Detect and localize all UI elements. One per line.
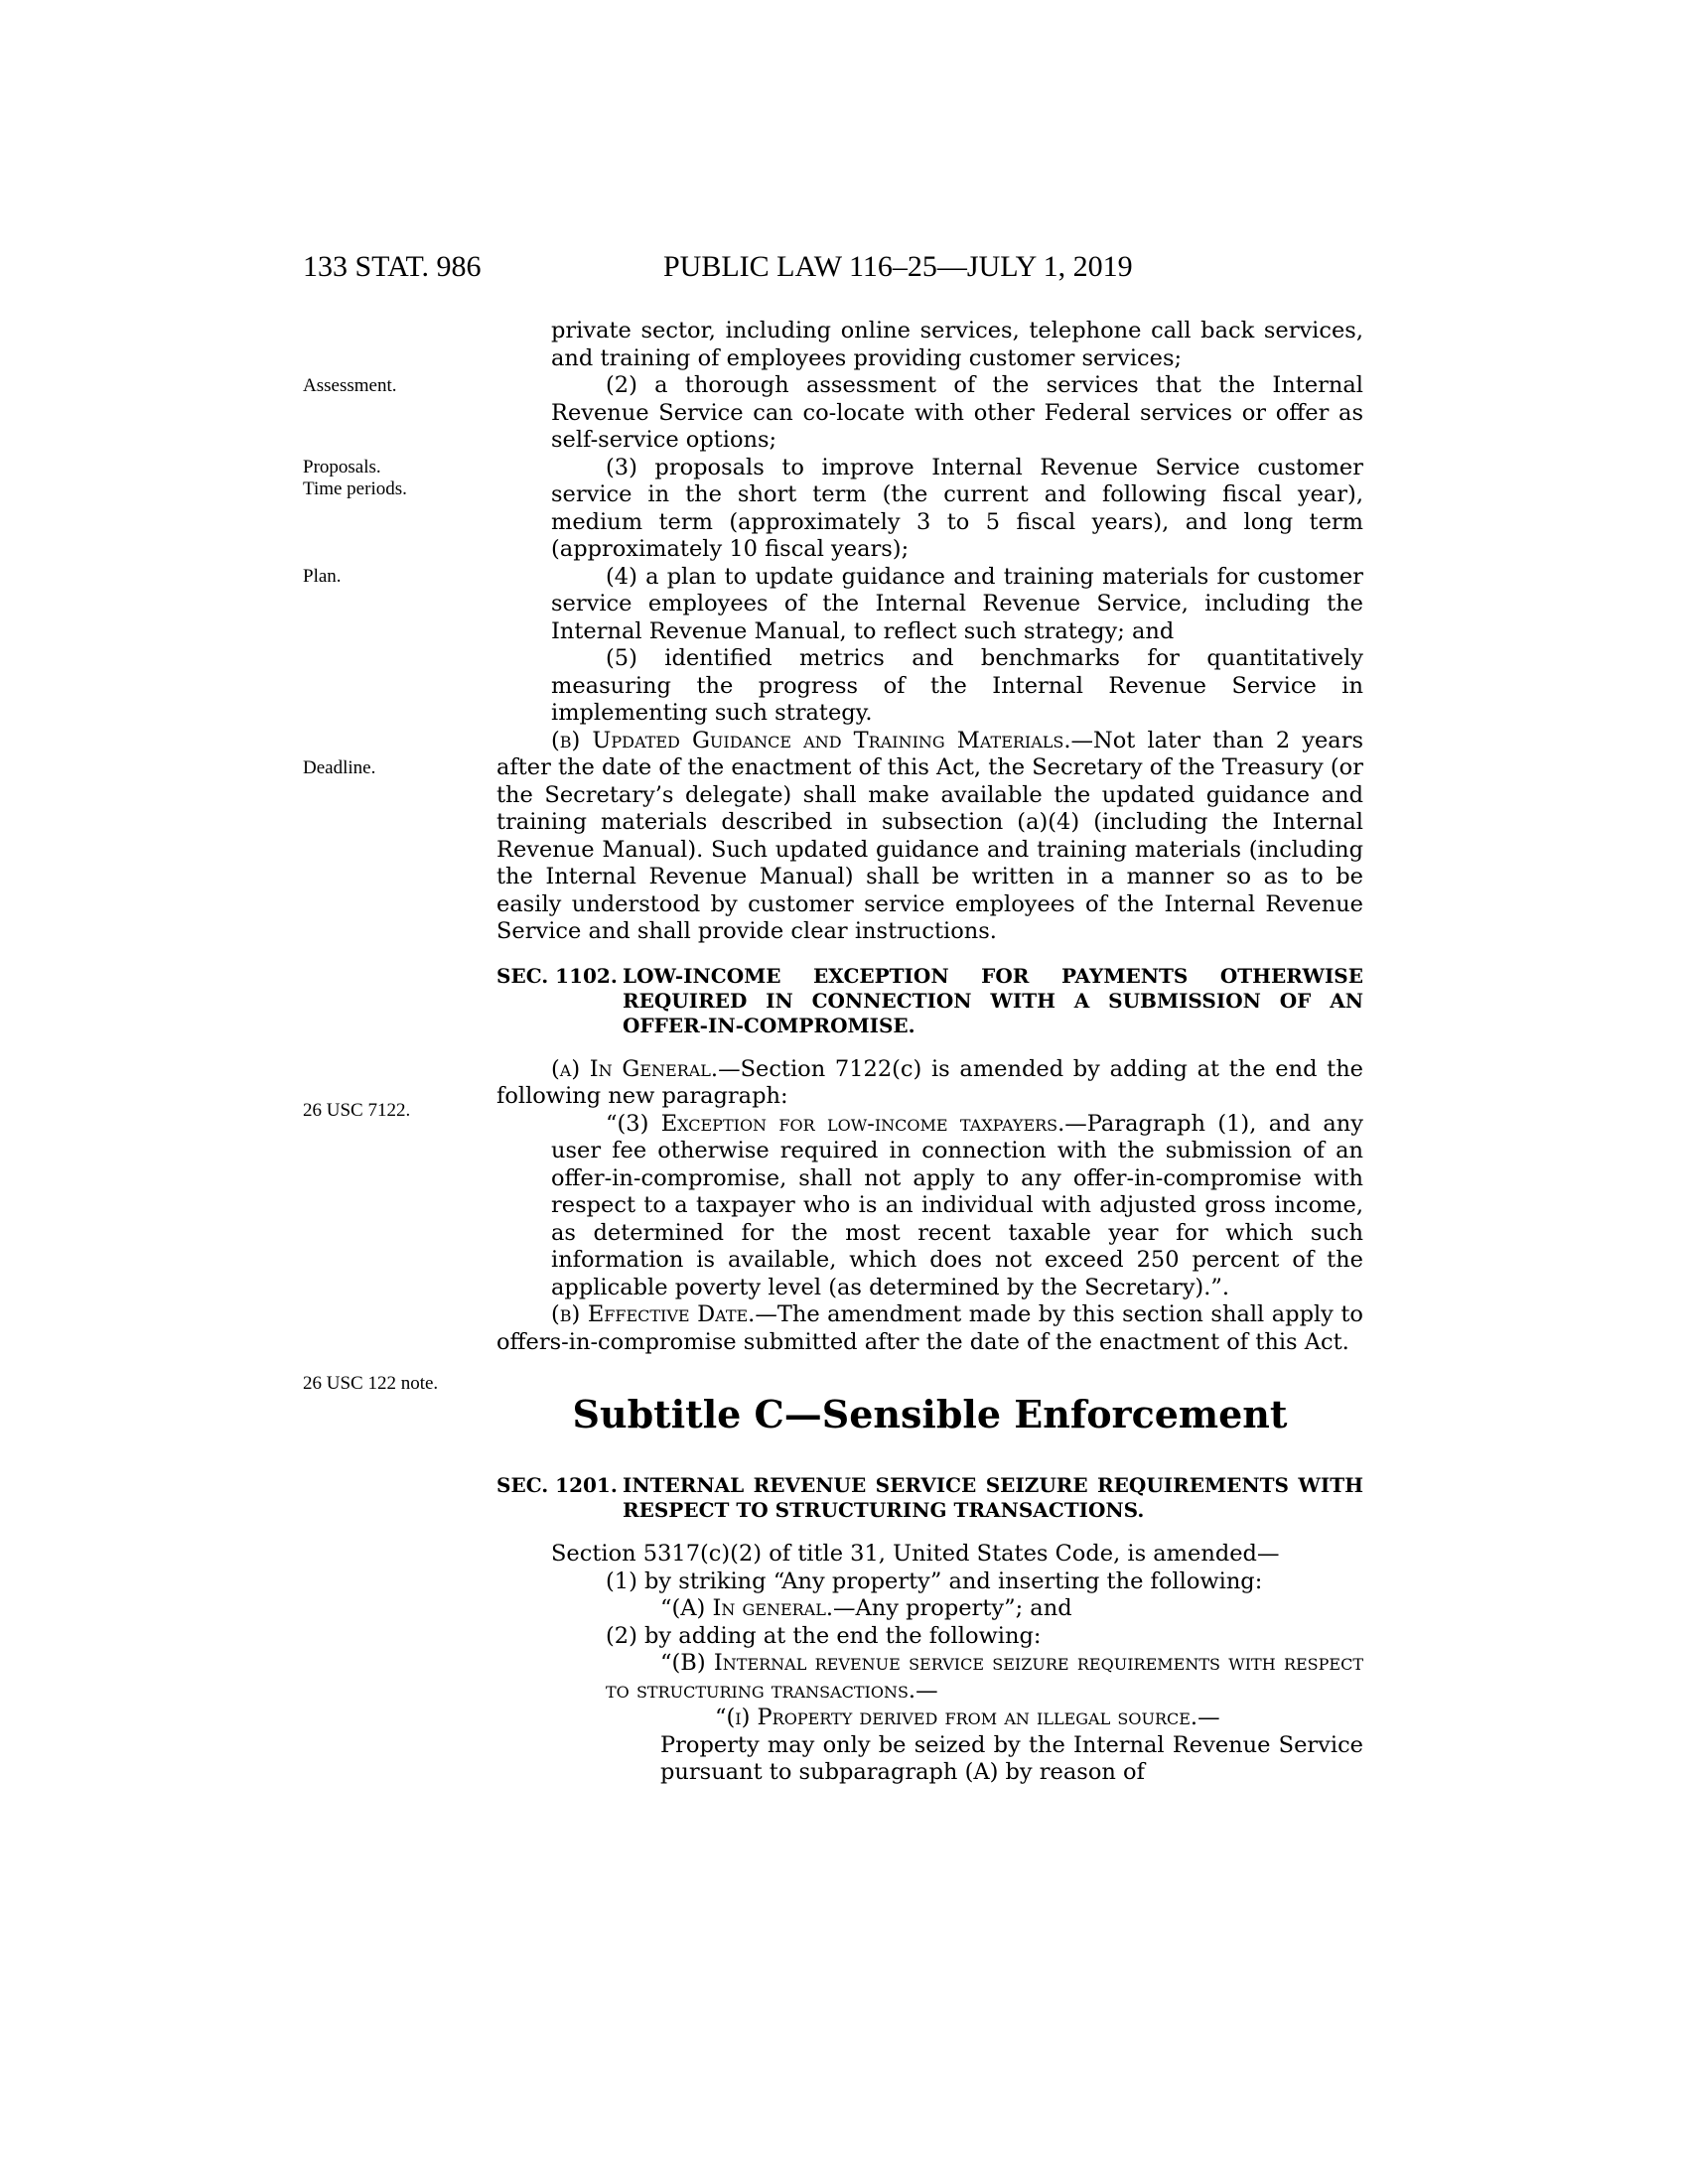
margin-note-plan: Plan. — [303, 566, 342, 587]
margin-note-time-periods: Time periods. — [303, 478, 407, 499]
margin-note-assessment: Assessment. — [303, 375, 397, 396]
section-1201-number: SEC. 1201. — [496, 1473, 618, 1497]
margin-note-26-usc-122-note: 26 USC 122 note. — [303, 1373, 439, 1394]
margin-note-proposals-label: Proposals. — [303, 457, 381, 478]
section-1102-heading — [496, 964, 1363, 1038]
section-1201-item-1: (1) by striking “Any property” and inserting the following: — [606, 1568, 1263, 1594]
section-1201-item-i-body: Property may only be seized by the Internal Revenue Service pursuant to subparagraph (A) by reason of — [660, 1731, 1363, 1785]
subsection-a — [496, 1056, 1363, 1111]
paragraph-4: (4) a plan to update guidance and training materials for customer service employees of the Internal Revenue Service, including the Internal Revenue Manual, to reflect such strategy; and — [551, 563, 1363, 644]
running-head: PUBLIC LAW 116–25—JULY 1, 2019 — [663, 250, 1133, 283]
section-1102-title: LOW-INCOME EXCEPTION FOR PAYMENTS OTHERWISE REQUIRED IN CONNECTION WITH A SUBMISSION OF AN OFFER-IN-COMPROMISE. — [623, 963, 1363, 1037]
subsection-a-heading: (a) In General. — [551, 1055, 719, 1082]
subsection-b — [496, 728, 1363, 946]
paragraph-2: (2) a thorough assessment of the services that the Internal Revenue Service can co-locate with other Federal services or offer as self-service options; — [551, 372, 1363, 453]
paragraph-3: (3) proposals to improve Internal Revenue Service customer service in the short term (the current and following fiscal year), medium term (approximately 3 to 5 fiscal years), and long term (approximately 10 fiscal years); — [551, 454, 1363, 562]
paragraph-5: (5) identified metrics and benchmarks for quantitatively measuring the progress of the Internal Revenue Service in implementing such strategy. — [551, 645, 1363, 726]
section-1201-title: INTERNAL REVENUE SERVICE SEIZURE REQUIREMENTS WITH RESPECT TO STRUCTURING TRANSACTIONS. — [623, 1473, 1363, 1522]
subtitle-heading: Subtitle C—Sensible Enforcement — [572, 1392, 1288, 1436]
item-B-heading: “(B) Internal revenue service seizure requirements with respect to structuring transactions. — [606, 1650, 1363, 1704]
effective-date-text: —The amendment made by this section shall apply to offers-in-compromise submitted after the date of the enactment of this Act. — [496, 1301, 1363, 1355]
subsection-b-heading: (b) Updated Guidance and Training Materials. — [551, 727, 1071, 753]
statute-body — [496, 318, 1363, 1787]
item-A-heading: “(A) In general. — [660, 1595, 834, 1621]
quoted-paragraph-3-heading: “(3) Exception for low-income taxpayers. — [606, 1110, 1065, 1137]
quoted-paragraph-3-text: —Paragraph (1), and any user fee otherwise required in connection with the submission of an offer-in-compromise, shall not apply to any offer-in-compromise with respect to a taxpayer who is an individual with adjusted gross income, as determined for the most recent taxable year for which such information is available, which does not exceed 250 percent of the applicable poverty level (as determined by the Secretary).”. — [551, 1110, 1363, 1300]
subsection-a-text: —Section 7122(c) is amended by adding at the end the following new paragraph: — [496, 1055, 1364, 1109]
section-1201-heading — [496, 1473, 1363, 1523]
effective-date-heading: (b) Effective Date. — [551, 1301, 756, 1327]
margin-note-26-usc-7122: 26 USC 7122. — [303, 1100, 411, 1121]
section-1201-item-A — [496, 1595, 1363, 1623]
page-citation: 133 STAT. 986 — [303, 250, 482, 283]
section-1201-item-i — [496, 1705, 1363, 1732]
item-i-heading: “(i) Property derived from an illegal source. — [715, 1705, 1198, 1730]
margin-note-deadline: Deadline. — [303, 757, 376, 778]
item-A-text: —Any property”; and — [833, 1595, 1072, 1621]
section-1201-intro: Section 5317(c)(2) of title 31, United States Code, is amended— — [551, 1541, 1280, 1567]
margin-note-proposals — [303, 457, 407, 500]
quoted-paragraph-3 — [496, 1111, 1363, 1302]
item-B-text: — — [915, 1677, 938, 1704]
subsection-b-text: —Not later than 2 years after the date of the enactment of this Act, the Secretary of the Treasury (or the Secretary’s delegate) shall make available the updated guidance and training materials described in subsection (a)(4) (including the Internal Revenue Manual). Such updated guidance and training materials (including the Internal Revenue Manual) shall be written in a manner so as to be easily understood by customer service employees of the Internal Revenue Service and shall provide clear instructions. — [496, 727, 1364, 944]
subsection-b-effective-date — [496, 1301, 1363, 1356]
section-1201-item-2: (2) by adding at the end the following: — [606, 1622, 1042, 1649]
item-i-text: — — [1197, 1705, 1220, 1730]
section-1201-item-B — [496, 1650, 1363, 1705]
paragraph-continuation: private sector, including online services, telephone call back services, and training of employees providing customer services; — [551, 318, 1363, 371]
section-1102-number: SEC. 1102. — [496, 963, 618, 988]
